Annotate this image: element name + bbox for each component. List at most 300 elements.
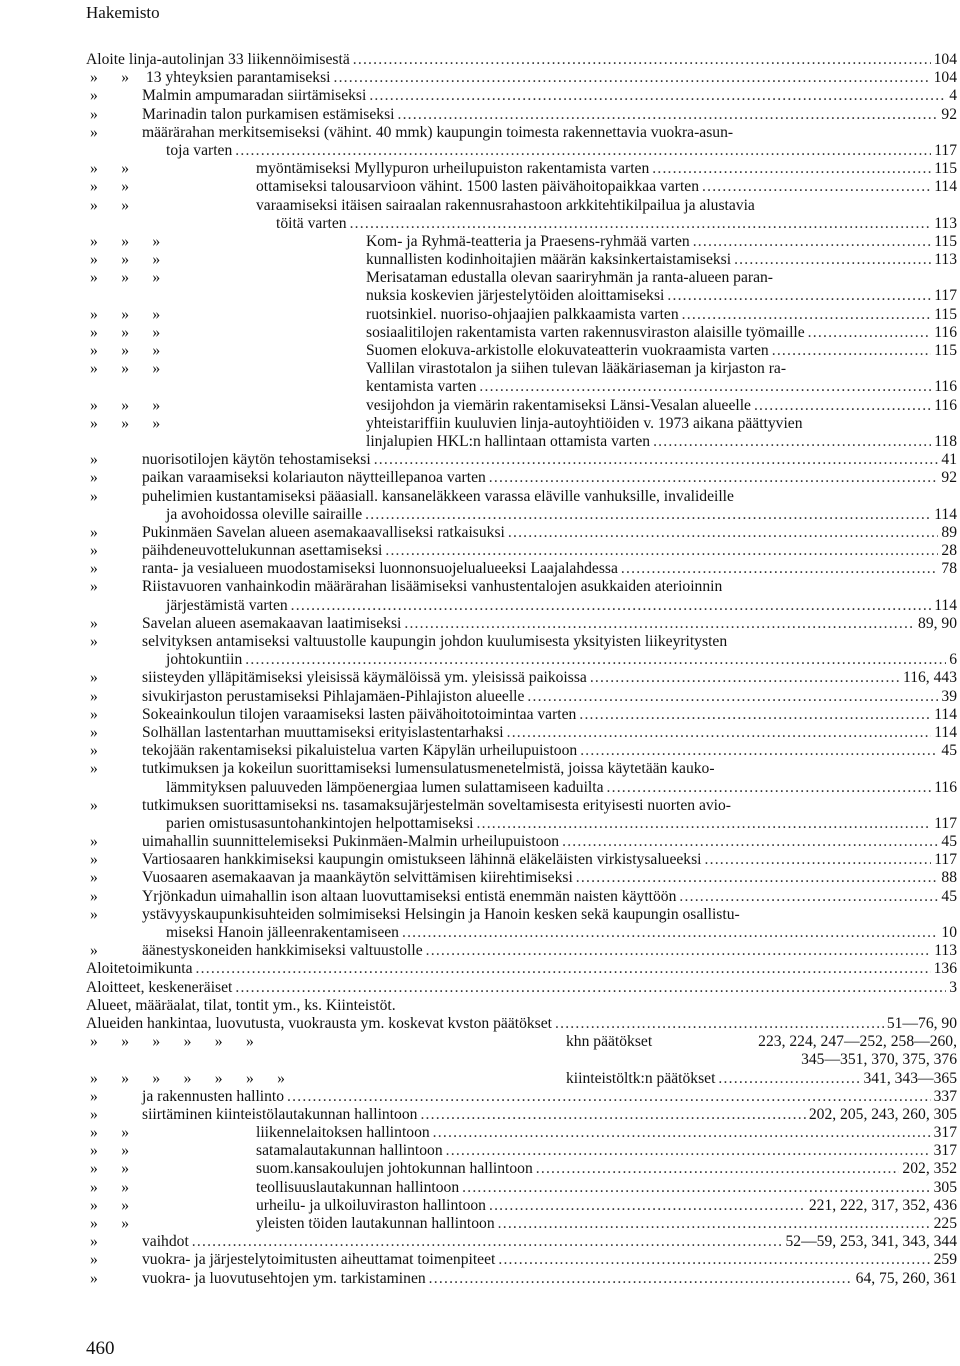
dot-leader [479, 378, 931, 396]
dot-leader [498, 1251, 930, 1269]
ditto-marks: » » [90, 1178, 129, 1196]
entry-label: Malmin ampumaradan siirtämiseksi [142, 87, 367, 105]
entry-label: Vallilan virastotalon ja siihen tulevan lääkäriaseman ja kirjaston ra- [366, 360, 787, 378]
entry-pages: 45 [941, 887, 957, 905]
entry-label: määrärahan merkitsemiseksi (vähint. 40 mmk) kaupungin toimesta rakennettavia vuokra-asun- [142, 123, 734, 141]
index-entry [86, 869, 957, 887]
entry-label: Vartiosaaren hankkimiseksi kaupungin omistukseen lähinnä eläkeläisten virkistysalueeksi [142, 851, 702, 869]
index-list [86, 51, 957, 1288]
index-entry [86, 724, 957, 742]
index-entry [86, 106, 957, 124]
index-entry [86, 1124, 957, 1142]
ditto-marks: » [90, 614, 98, 632]
page-number: 460 [86, 1338, 115, 1359]
dot-leader [498, 1215, 931, 1233]
dot-leader [333, 69, 930, 87]
entry-label: sosiaalitilojen rakentamista varten rakennusviraston alaisille työmaille [366, 323, 805, 341]
index-entry [86, 306, 957, 324]
entry-pages: 28 [941, 542, 957, 560]
ditto-marks: » [90, 1233, 98, 1251]
dot-leader [718, 1070, 860, 1088]
dot-leader [734, 251, 931, 269]
ditto-marks: » [90, 669, 98, 687]
index-entry [86, 1215, 957, 1233]
index-entry [86, 597, 957, 615]
index-entry [86, 942, 957, 960]
dot-leader [754, 397, 931, 415]
dot-leader [808, 324, 932, 342]
index-entry [86, 324, 957, 342]
dot-leader [385, 542, 938, 560]
entry-pages: 317 [933, 1142, 957, 1160]
entry-pages: 305 [933, 1178, 957, 1196]
entry-label: Vuosaaren asemakaavan ja maankäytön selvittämisen kiirehtimiseksi [142, 869, 573, 887]
entry-label: tutkimuksen suorittamiseksi ns. tasamaksujärjestelmän soveltamisesta erityisesti nuorten avio- [142, 796, 731, 814]
entry-pages: 39 [941, 687, 957, 705]
index-entry [86, 233, 957, 251]
entry-label: päihdeneuvottelukunnan asettamiseksi [142, 542, 383, 560]
entry-label: Alueiden hankintaa, luovutusta, vuokrausta ym. koskevat kvston päätökset [86, 1014, 552, 1032]
dot-leader [536, 1160, 900, 1178]
ditto-marks: » » » [90, 396, 161, 414]
dot-leader [365, 506, 931, 524]
entry-pages: 78 [941, 560, 957, 578]
entry-pages: 3 [949, 978, 957, 996]
index-entry [86, 688, 957, 706]
entry-label: myöntämiseksi Myllypuron urheilupuiston rakentamista varten [256, 160, 650, 178]
entry-label: 13 yhteyksien parantamiseksi [146, 69, 331, 87]
dot-leader [420, 1106, 805, 1124]
dot-leader [607, 779, 932, 797]
index-entry [86, 469, 957, 487]
dot-leader [705, 851, 932, 869]
entry-label: tutkimuksen ja kokeilun suorittamiseksi lumensulatusmenetelmistä, joissa käytetään kauko- [142, 760, 715, 778]
ditto-marks: » [90, 87, 98, 105]
entry-label: kiinteistöltk:n päätökset [566, 1069, 716, 1087]
entry-pages: 92 [941, 469, 957, 487]
ditto-marks: » [90, 687, 98, 705]
ditto-marks: » [90, 705, 98, 723]
entry-label: siirtäminen kiinteistölautakunnan hallintoon [142, 1105, 418, 1123]
index-entry [86, 1251, 957, 1269]
entry-label: vesijohdon ja viemärin rakentamiseksi Länsi-Vesalan alueelle [366, 396, 751, 414]
entry-pages: 116 [934, 396, 957, 414]
index-entry [86, 615, 957, 633]
ditto-marks: » » [90, 69, 129, 87]
entry-pages: 64, 75, 260, 361 [855, 1269, 957, 1287]
entry-label: miseksi Hanoin jälleenrakentamiseen [166, 924, 399, 941]
entry-label: ystävyyskaupunkisuhteiden solmimiseksi Helsingin ja Hanoin kesken sekä kaupungin osallistu- [142, 905, 740, 923]
dot-leader [235, 142, 931, 160]
dot-leader [426, 942, 932, 960]
ditto-marks: » [90, 523, 98, 541]
ditto-marks: » » » » » » » [90, 1069, 285, 1087]
entry-label [566, 1051, 569, 1069]
entry-label: ja rakennusten hallinto [142, 1087, 285, 1105]
entry-pages: 41 [941, 451, 957, 469]
entry-pages: 45 [941, 742, 957, 760]
dot-leader [576, 869, 939, 887]
index-entry [86, 160, 957, 178]
entry-label: yleisten töiden lautakunnan hallintoon [256, 1215, 495, 1232]
entry-label: kunnallisten kodinhoitajien määrän kaksinkertaistamiseksi [366, 251, 732, 269]
ditto-marks: » [90, 633, 98, 650]
index-entry [86, 197, 957, 215]
index-entry [86, 1015, 957, 1033]
entry-pages: 117 [934, 814, 957, 832]
dot-leader [507, 724, 932, 742]
entry-pages: 104 [933, 69, 957, 87]
index-entry [86, 215, 957, 233]
index-entry [86, 251, 957, 269]
entry-label: lämmityksen paluuveden lämpöenergiaa lumen sulattamiseen kaduilta [166, 778, 604, 796]
dot-leader [652, 160, 931, 178]
ditto-marks: » » » [90, 414, 161, 432]
entry-label: sivukirjaston perustamiseksi Pihlajamäen-Pihlajiston alueelle [142, 687, 525, 705]
index-entry [86, 1088, 957, 1106]
entry-pages: 45 [941, 833, 957, 851]
entry-label: Marinadin talon purkamisen estämiseksi [142, 105, 395, 123]
index-entry [86, 1233, 957, 1251]
index-entry [86, 1070, 957, 1088]
entry-pages: 202, 352 [902, 1160, 957, 1178]
index-entry [86, 815, 957, 833]
entry-label: linjalupien HKL:n hallintaan ottamista varten [366, 432, 651, 450]
ditto-marks: » » [90, 1160, 129, 1178]
dot-leader [772, 342, 931, 360]
index-entry [86, 651, 957, 669]
dot-leader [287, 1088, 931, 1106]
index-entry [86, 669, 957, 687]
index-entry [86, 1160, 957, 1178]
ditto-marks: » [90, 578, 98, 596]
ditto-marks: » [90, 869, 98, 887]
ditto-marks: » » » [90, 360, 161, 378]
entry-label: Aloite linja-autolinjan 33 liikennöimisestä [86, 51, 350, 68]
index-entry [86, 833, 957, 851]
dot-leader [433, 1124, 931, 1142]
ditto-marks: » » [90, 160, 129, 178]
ditto-marks: » » [90, 1196, 129, 1214]
entry-label: Pukinmäen Savelan alueen asemakaavalliseksi ratkaisuksi [142, 523, 505, 541]
index-entry [86, 69, 957, 87]
entry-pages: 115 [934, 305, 957, 323]
entry-pages: 225 [933, 1215, 957, 1232]
entry-label: suom.kansakoulujen johtokunnan hallintoon [256, 1160, 533, 1178]
ditto-marks: » [90, 123, 98, 141]
dot-leader [653, 433, 931, 451]
entry-label: Solhällan lastentarhan muuttamiseksi erityislastentarhaksi [142, 723, 504, 741]
entry-label: Yrjönkadun uimahallin ison altaan luovuttamiseksi entistä enemmän naisten käyttöön [142, 887, 677, 905]
dot-leader [477, 815, 932, 833]
index-entry [86, 706, 957, 724]
ditto-marks: » » » [90, 323, 161, 341]
index-entry [86, 960, 957, 978]
entry-pages: 113 [934, 214, 957, 232]
entry-label: Aloitteet, keskeneräiset [86, 978, 233, 996]
index-entry [86, 51, 957, 69]
ditto-marks: » [90, 1105, 98, 1123]
dot-leader [404, 615, 915, 633]
entry-pages: 92 [941, 105, 957, 123]
entry-label: ja avohoidossa oleville sairaille [166, 505, 363, 523]
ditto-marks: » [90, 105, 98, 123]
entry-label: yhteistariffiin kuuluvien linja-autoyhtiöiden v. 1973 aikana päättyvien [366, 414, 803, 432]
dot-leader [590, 669, 900, 687]
entry-pages: 317 [933, 1124, 957, 1142]
ditto-marks: » [90, 1251, 98, 1269]
dot-leader [508, 524, 939, 542]
ditto-marks: » [90, 723, 98, 741]
index-entry [86, 888, 957, 906]
entry-label: johtokuntiin [166, 651, 243, 669]
ditto-marks: » [90, 542, 98, 560]
dot-leader [580, 742, 938, 760]
index-entry [86, 542, 957, 560]
entry-pages: 117 [934, 141, 957, 159]
entry-pages: 4 [949, 87, 957, 105]
entry-label: satamalautakunnan hallintoon [256, 1142, 443, 1160]
index-entry [86, 779, 957, 797]
dot-leader [374, 451, 939, 469]
index-entry [86, 142, 957, 160]
entry-pages: 118 [934, 432, 957, 450]
index-entry [86, 760, 957, 778]
ditto-marks: » » » [90, 305, 161, 323]
entry-label: vaihdot [142, 1233, 189, 1251]
dot-leader [235, 979, 946, 997]
entry-pages: 114 [934, 705, 957, 723]
ditto-marks: » » » » » » [90, 1033, 254, 1051]
entry-label: khn päätökset [566, 1033, 653, 1051]
entry-label: kentamista varten [366, 378, 477, 396]
index-entry [86, 433, 957, 451]
entry-label: parien omistusasuntohankintojen helpottamiseksi [166, 814, 474, 832]
entry-pages: 136 [933, 960, 957, 978]
dot-leader [667, 287, 931, 305]
index-entry [86, 997, 957, 1015]
ditto-marks: » » [90, 1215, 129, 1232]
ditto-marks: » [90, 469, 98, 487]
entry-label: ranta- ja vesialueen muodostamiseksi luonnonsuojelualueeksi Laajalahdessa [142, 560, 618, 578]
index-entry [86, 1179, 957, 1197]
ditto-marks: » [90, 796, 98, 814]
ditto-marks: » [90, 851, 98, 869]
dot-leader [679, 888, 938, 906]
ditto-marks: » [90, 833, 98, 851]
index-entry [86, 506, 957, 524]
ditto-marks: » » » [90, 232, 161, 250]
dot-leader [245, 651, 946, 669]
index-entry [86, 342, 957, 360]
ditto-marks: » » » [90, 251, 161, 269]
ditto-marks: » » » [90, 269, 161, 287]
index-entry [86, 1033, 957, 1051]
entry-label: Riistavuoren vanhainkodin määrärahan lisäämiseksi vanhustentalojen asukkaiden aterioinnin [142, 578, 723, 596]
index-entry [86, 269, 957, 287]
entry-pages: 341, 343—365 [863, 1069, 957, 1087]
index-entry [86, 524, 957, 542]
index-entry [86, 87, 957, 105]
entry-pages: 202, 205, 243, 260, 305 [808, 1105, 957, 1123]
entry-label: Alueet, määräalat, tilat, tontit ym., ks. Kiinteistöt. [86, 996, 396, 1014]
dot-leader [702, 178, 931, 196]
entry-label: Sokeainkoulun tilojen varaamiseksi lasten päivähoitotoimintaa varten [142, 705, 577, 723]
entry-label: tekojään rakentamiseksi pikaluistelua varten Käpylän urheilupuistoon [142, 742, 578, 760]
index-entry [86, 178, 957, 196]
index-entry [86, 578, 957, 596]
entry-pages: 114 [934, 178, 957, 196]
entry-pages: 345—351, 370, 375, 376 [801, 1051, 957, 1069]
index-entry [86, 797, 957, 815]
dot-leader [555, 1015, 884, 1033]
index-entry [86, 924, 957, 942]
entry-label: äänestyskoneiden hankkimiseksi valtuustolle [142, 942, 423, 960]
ditto-marks: » » [90, 1142, 129, 1160]
entry-label: vuokra- ja järjestelytoimitusten aiheuttamat toimenpiteet [142, 1251, 496, 1269]
index-entry [86, 851, 957, 869]
entry-label: urheilu- ja ulkoiluviraston hallintoon [256, 1196, 486, 1214]
dot-leader [527, 688, 938, 706]
index-entry [86, 633, 957, 651]
entry-pages: 337 [933, 1087, 957, 1105]
dot-leader [429, 1270, 853, 1288]
dot-leader [369, 87, 946, 105]
dot-leader [462, 1179, 930, 1197]
entry-label: töitä varten [276, 214, 347, 232]
dot-leader [621, 560, 939, 578]
dot-leader [196, 960, 931, 978]
index-entry [86, 1270, 957, 1288]
index-entry [86, 397, 957, 415]
entry-label: siisteyden ylläpitämiseksi yleisissä käymälöissä ym. yleisissä paikoissa [142, 669, 587, 687]
entry-label: Aloitetoimikunta [86, 960, 193, 978]
entry-label: ruotsinkiel. nuoriso-ohjaajien palkkaamista varten [366, 305, 679, 323]
dot-leader [353, 51, 931, 69]
index-entry [86, 742, 957, 760]
entry-pages: 88 [941, 869, 957, 887]
index-entry [86, 1051, 957, 1069]
ditto-marks: » [90, 942, 98, 960]
ditto-marks: » [90, 451, 98, 469]
dot-leader [579, 706, 931, 724]
ditto-marks: » » [90, 196, 129, 214]
entry-pages: 116 [934, 778, 957, 796]
entry-pages: 89 [941, 523, 957, 541]
index-entry [86, 124, 957, 142]
index-entry [86, 979, 957, 997]
entry-pages: 116, 443 [903, 669, 957, 687]
entry-pages: 89, 90 [918, 614, 957, 632]
index-entry [86, 1142, 957, 1160]
entry-label: selvityksen antamiseksi valtuustolle kaupungin johdon kuulumisesta yksityisten liikeyritysten [142, 633, 728, 650]
entry-label: Merisataman edustalla olevan saariryhmän ja ranta-alueen paran- [366, 269, 773, 287]
index-entry [86, 906, 957, 924]
entry-label: teollisuuslautakunnan hallintoon [256, 1178, 460, 1196]
ditto-marks: » [90, 1087, 98, 1105]
dot-leader [192, 1233, 783, 1251]
entry-pages: 221, 222, 317, 352, 436 [808, 1196, 957, 1214]
entry-pages: 116 [934, 378, 957, 396]
entry-pages: 115 [934, 160, 957, 178]
index-entry [86, 488, 957, 506]
ditto-marks: » [90, 760, 98, 778]
dot-leader [562, 833, 938, 851]
index-entry [86, 451, 957, 469]
dot-leader [291, 597, 932, 615]
ditto-marks: » [90, 560, 98, 578]
entry-pages: 113 [934, 942, 957, 960]
running-header: Hakemisto [86, 3, 160, 22]
dot-leader [489, 469, 939, 487]
dot-leader [693, 233, 932, 251]
index-entry [86, 415, 957, 433]
entry-label: paikan varaamiseksi kolariauton näytteillepanoa varten [142, 469, 486, 487]
index-entry [86, 1197, 957, 1215]
entry-pages: 117 [934, 287, 957, 305]
entry-label: ottamiseksi talousarvioon vähint. 1500 lasten päivähoitopaikkaa varten [256, 178, 700, 196]
entry-label: Kom- ja Ryhmä-teatteria ja Praesens-ryhmää varten [366, 232, 690, 250]
entry-pages: 114 [934, 505, 957, 523]
dot-leader [402, 924, 938, 942]
index-entry [86, 378, 957, 396]
ditto-marks: » » » [90, 342, 161, 359]
entry-label: liikennelaitoksen hallintoon [256, 1124, 430, 1142]
entry-pages: 113 [934, 251, 957, 269]
index-entry [86, 287, 957, 305]
ditto-marks: » [90, 887, 98, 905]
entry-label: vuokra- ja luovutusehtojen ym. tarkistaminen [142, 1269, 426, 1287]
dot-leader [489, 1197, 806, 1215]
entry-label: toja varten [166, 141, 233, 159]
entry-label: nuorisotilojen käytön tehostamiseksi [142, 451, 371, 469]
entry-pages: 114 [934, 723, 957, 741]
entry-label: järjestämistä varten [166, 596, 288, 614]
index-entry [86, 560, 957, 578]
entry-pages: 52—59, 253, 341, 343, 344 [785, 1233, 957, 1251]
dot-leader [446, 1142, 931, 1160]
entry-pages: 114 [934, 596, 957, 614]
ditto-marks: » [90, 487, 98, 505]
dot-leader [350, 215, 932, 233]
entry-label: nuksia koskevien järjestelytöiden aloittamiseksi [366, 287, 665, 305]
entry-label: uimahallin suunnittelemiseksi Pukinmäen-Malmin urheilupuistoon [142, 833, 560, 851]
ditto-marks: » » [90, 1124, 129, 1142]
ditto-marks: » [90, 1269, 98, 1287]
ditto-marks: » » [90, 178, 129, 196]
entry-label: Suomen elokuva-arkistolle elokuvateatterin vuokraamista varten [366, 342, 769, 359]
entry-pages: 116 [934, 323, 957, 341]
entry-pages: 259 [933, 1251, 957, 1269]
entry-pages: 51—76, 90 [886, 1014, 957, 1032]
index-entry [86, 360, 957, 378]
entry-pages: 6 [949, 651, 957, 669]
index-entry [86, 1106, 957, 1124]
dot-leader [682, 306, 932, 324]
entry-pages: 115 [934, 232, 957, 250]
entry-pages: 117 [934, 851, 957, 869]
dot-leader [397, 106, 938, 124]
entry-pages: 104 [933, 51, 957, 68]
entry-label: varaamiseksi itäisen sairaalan rakennusrahastoon arkkitehtikilpailua ja alustavia [256, 196, 755, 214]
entry-pages: 115 [934, 342, 957, 359]
ditto-marks: » [90, 905, 98, 923]
entry-label: puhelimien kustantamiseksi pääasiall. kansaneläkkeen varassa eläville vanhuksille, invalideille [142, 487, 734, 505]
entry-pages: 10 [941, 924, 957, 941]
ditto-marks: » [90, 742, 98, 760]
entry-label: Savelan alueen asemakaavan laatimiseksi [142, 614, 402, 632]
entry-pages: 223, 224, 247—252, 258—260, [758, 1033, 957, 1051]
